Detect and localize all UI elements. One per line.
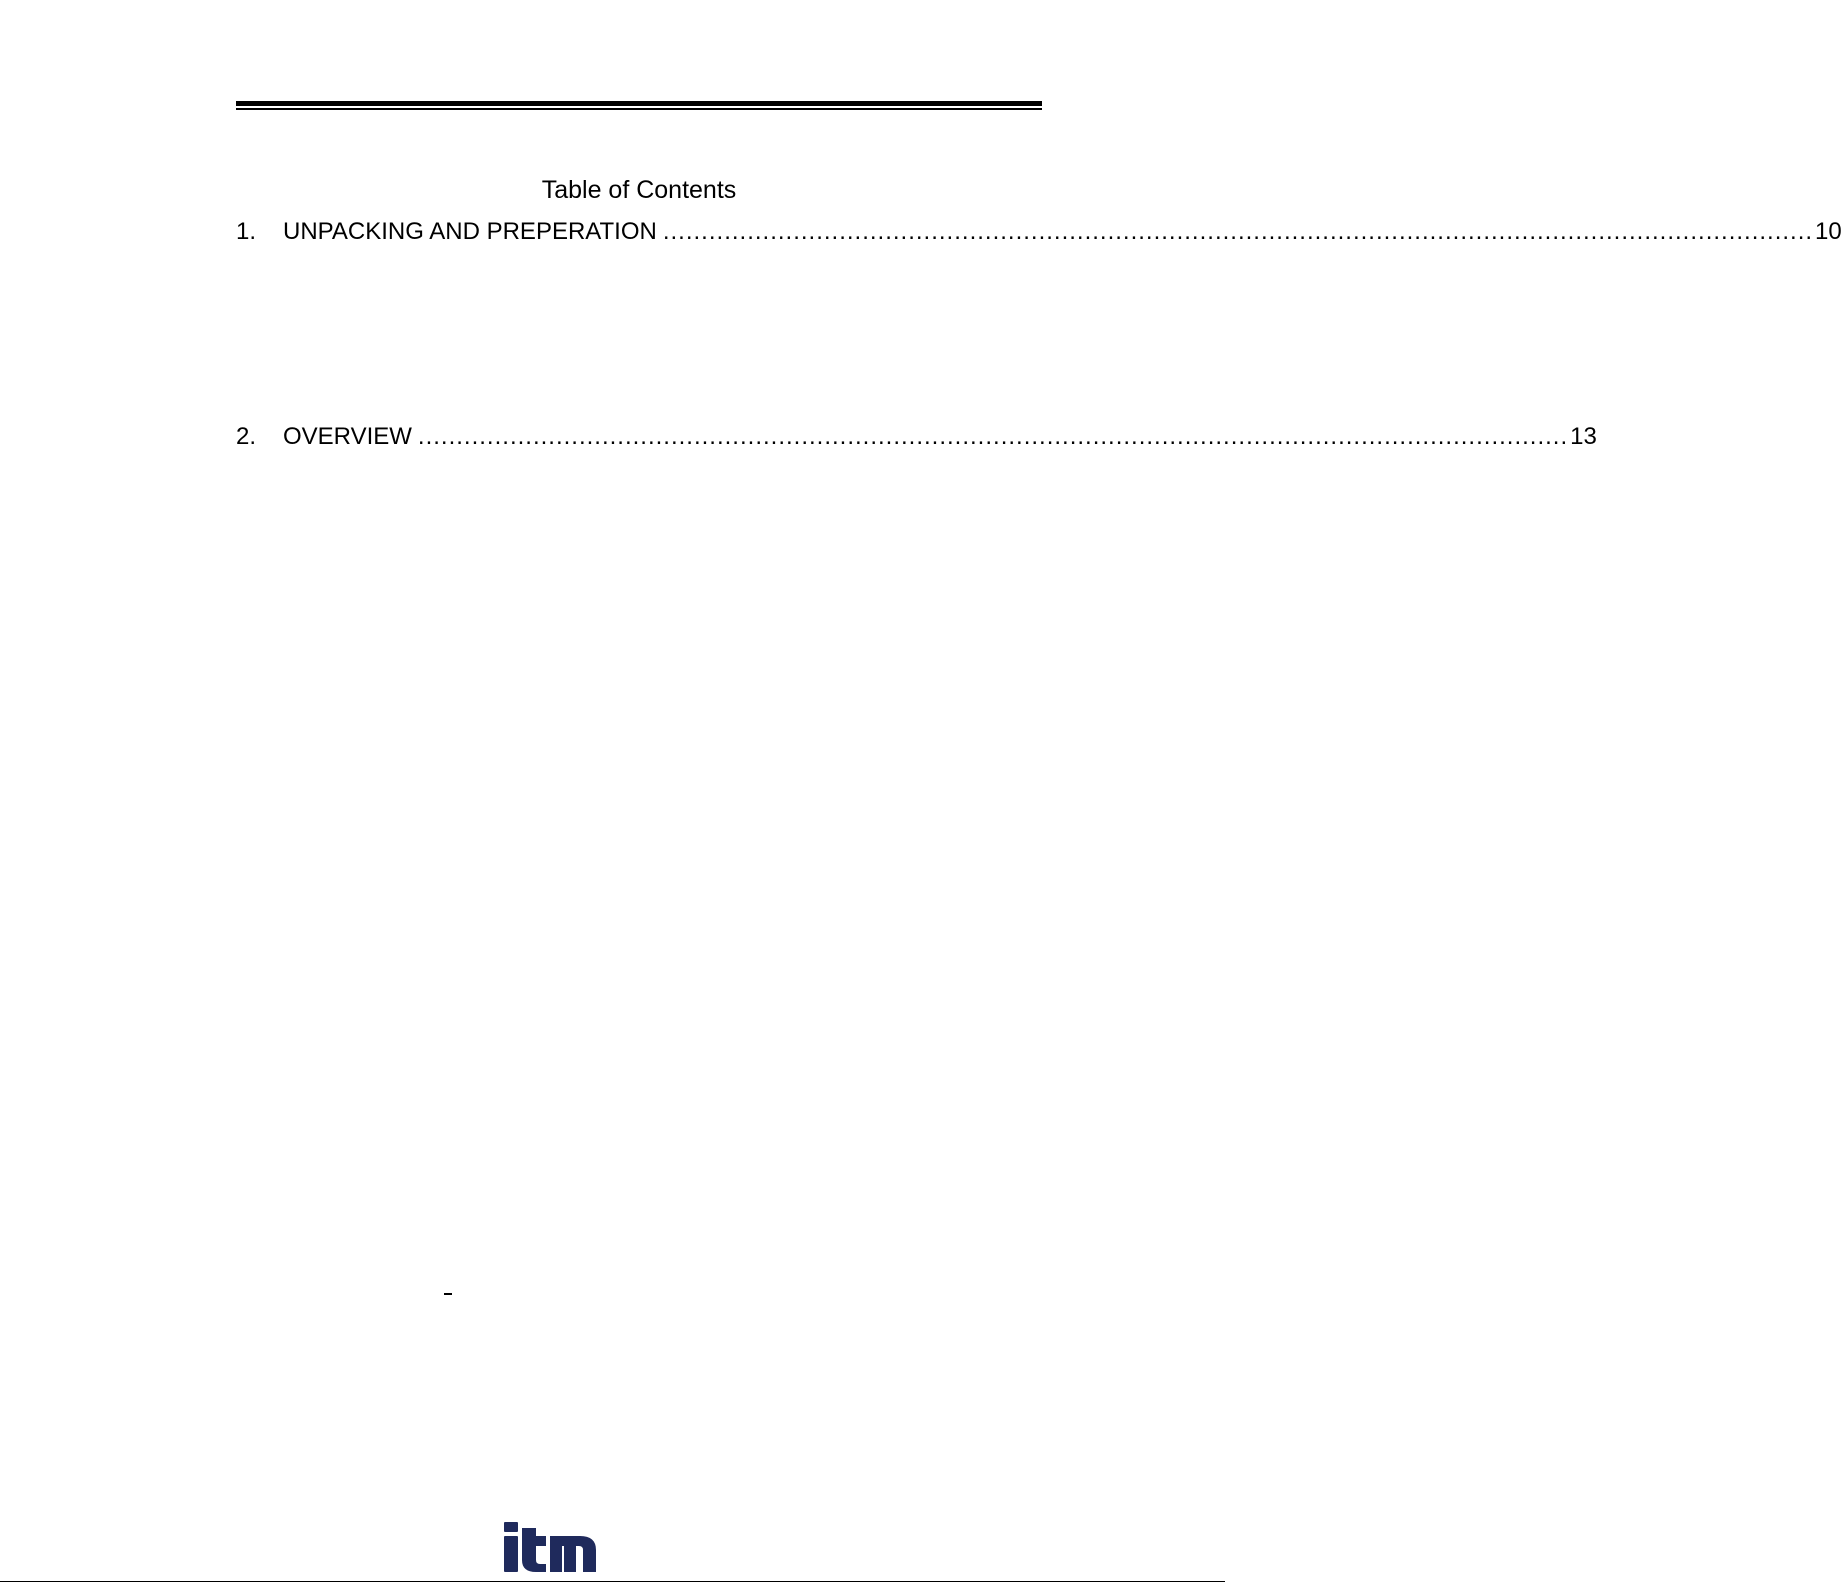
toc-entry-label: OVERVIEW bbox=[283, 423, 412, 450]
toc-entry-label: UNPACKING AND PREPERATION bbox=[283, 218, 657, 245]
toc-entry-number: 1. bbox=[236, 218, 257, 245]
page-bottom-edge bbox=[0, 1581, 1225, 1582]
header-rule-thin bbox=[236, 108, 1042, 110]
toc-dot-leader: ...................................................................................................................................................... bbox=[662, 218, 1814, 245]
toc-entry-page: 10 bbox=[1815, 218, 1842, 245]
header-rule-thick bbox=[236, 101, 1042, 106]
itm-logo bbox=[504, 1518, 596, 1572]
header-double-rule bbox=[236, 101, 1042, 111]
toc-entry-number: 2. bbox=[236, 423, 257, 450]
toc-title: Table of Contents bbox=[541, 176, 737, 204]
toc-entry-page: 13 bbox=[1570, 423, 1597, 450]
toc-entry-overview[interactable] bbox=[236, 421, 1597, 453]
stray-dash-mark bbox=[444, 1293, 452, 1295]
toc-entry-unpacking[interactable] bbox=[236, 216, 1842, 248]
toc-dot-leader: ...................................................................................................................................................... bbox=[417, 423, 1569, 450]
